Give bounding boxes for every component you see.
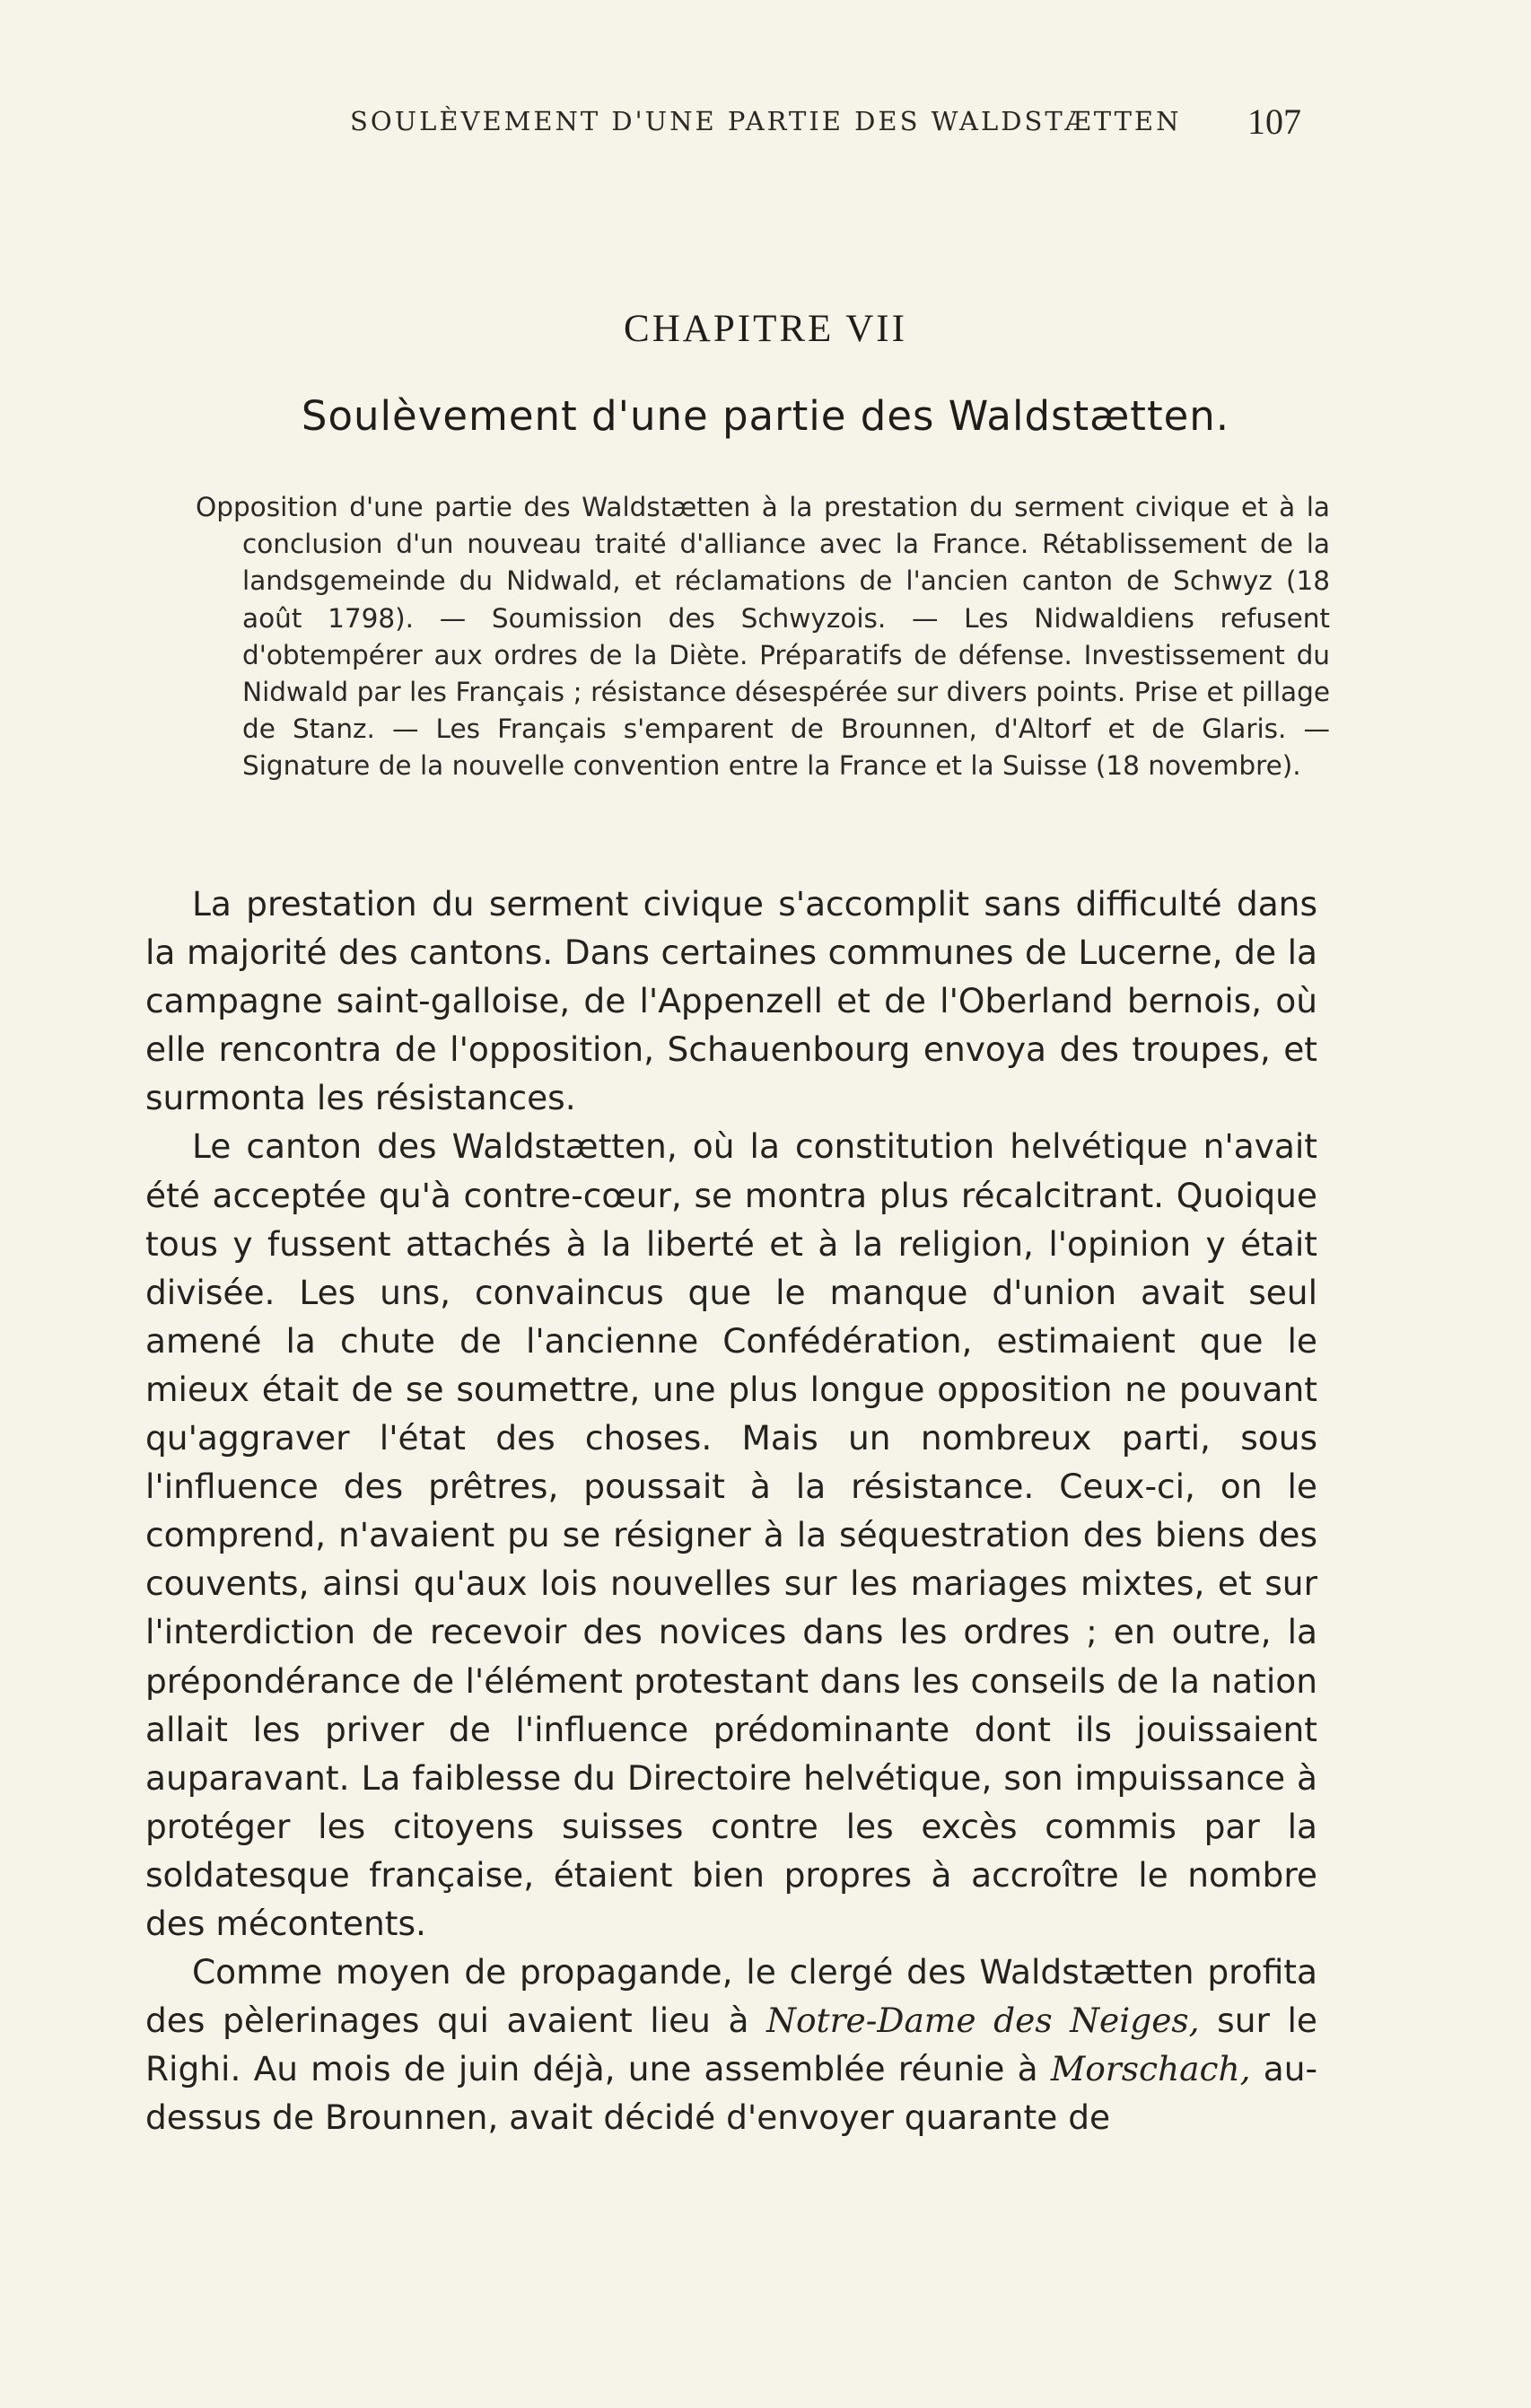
place-name-italic: Notre-Dame des Neiges, bbox=[766, 2001, 1200, 2041]
chapter-title: Soulèvement d'une partie des Waldstætten. bbox=[301, 392, 1230, 440]
paragraph: Le canton des Waldstætten, où la constitution helvétique n'avait été acceptée qu'à contre-cœur, se montra plus récalcitrant. Quoique tous y fussent attachés à la liberté et à la religion, l'opinion y était divisée. Les uns, convaincus que le manque d'union avait seul amené la chute de l'ancienne Confédération, estimaient que le mieux était de se soumettre, une plus longue opposition ne pouvant qu'aggraver l'état des choses. Mais un nombreux parti, sous l'influence des prêtres, poussait à la résistance. Ceux-ci, on le comprend, n'avaient pu se résigner à la séquestration des biens des couvents, ainsi qu'aux lois nouvelles sur les mariages mixtes, et sur l'interdiction de recevoir des novices dans les ordres ; en outre, la prépondérance de l'élément protestant dans les conseils de la nation allait les priver de l'influence prédominante dont ils jouissaient auparavant. La faiblesse du Directoire helvétique, son impuissance à protéger les citoyens suisses contre les excès commis par la soldatesque française, étaient bien propres à accroître le nombre des mécontents. bbox=[145, 1126, 1317, 1943]
page-number: 107 bbox=[1247, 101, 1301, 142]
paragraph bbox=[145, 1948, 1317, 2141]
paragraph: La prestation du serment civique s'accomplit sans difficulté dans la majorité des cantons. Dans certaines communes de Lucerne, de la campagne saint-galloise, de l'Appenzell et de l'Oberland bernois, où elle rencontra de l'opposition, Schauenbourg envoya des troupes, et surmonta les résistances. bbox=[145, 884, 1317, 1118]
paragraph-text: au-dessus de Brounnen, avait décidé d'envoyer quarante de bbox=[145, 2049, 1318, 2138]
paragraph-text: sur le Righi. Au mois de juin déjà, une assemblée réunie à bbox=[145, 2001, 1317, 2089]
chapter-number: CHAPITRE VII bbox=[624, 308, 907, 350]
running-head: SOULÈVEMENT D'UNE PARTIE DES WALDSTÆTTEN bbox=[350, 106, 1182, 136]
body-text bbox=[145, 880, 1317, 2141]
paragraph-text: Comme moyen de propagande, le clergé des Waldstætten profita des pèlerinages qui avaient lieu à bbox=[145, 1952, 1317, 2041]
place-name-italic: Morschach, bbox=[1050, 2049, 1251, 2089]
chapter-summary: Opposition d'une partie des Waldstætten à la prestation du serment civique et à la conclusion d'un nouveau traité d'alliance avec la France. Rétablissement de la landsgemeinde du Nidwald, et réclamations de l'ancien canton de Schwyz (18 août 1798). — Soumission des Schwyzois. — Les Nidwaldiens refusent d'obtempérer aux ordres de la Diète. Préparatifs de défense. Investissement du Nidwald par les Français ; résistance désespérée sur divers points. Prise et pillage de Stanz. — Les Français s'emparent de Brounnen, d'Altorf et de Glaris. — Signature de la nouvelle convention entre la France et la Suisse (18 novembre). bbox=[196, 492, 1330, 782]
